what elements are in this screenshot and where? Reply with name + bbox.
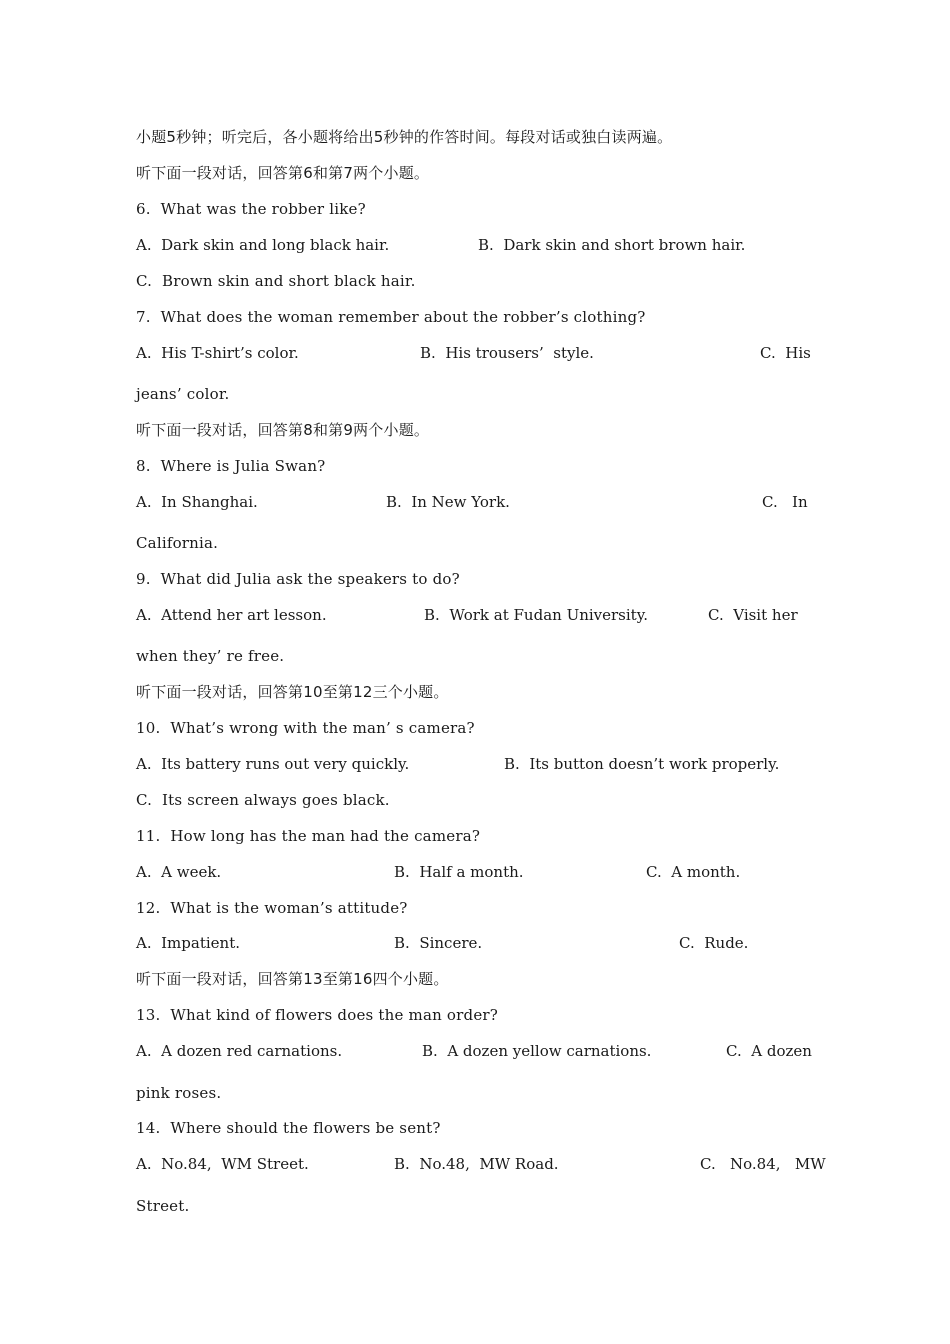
question-6-option-c: C. Brown skin and short black hair. xyxy=(136,272,416,290)
question-9-options xyxy=(136,605,816,625)
option-a: A. No.84, WM Street. xyxy=(136,1155,309,1173)
option-a: A. Dark skin and long black hair. xyxy=(136,236,390,254)
question-12-options xyxy=(136,933,816,953)
section-heading-8-9: 听下面一段对话，回答第8和第9两个小题。 xyxy=(136,421,430,439)
option-a: A. In Shanghai. xyxy=(136,493,258,511)
option-b: B. A dozen yellow carnations. xyxy=(422,1042,652,1060)
question-12-stem: 12. What is the woman’s attitude? xyxy=(136,899,408,917)
option-b: B. No.48, MW Road. xyxy=(394,1155,559,1173)
question-9-stem: 9. What did Julia ask the speakers to do? xyxy=(136,570,460,588)
option-a: A. His T-shirt’s color. xyxy=(136,344,299,362)
question-11-stem: 11. How long has the man had the camera? xyxy=(136,827,481,845)
question-7-option-c-cont: jeans’ color. xyxy=(136,385,230,403)
instructions-line: 小题5秒钟；听完后，各小题将给出5秒钟的作答时间。每段对话或独白读两遍。 xyxy=(136,128,673,146)
question-9-option-c-cont: when they’ re free. xyxy=(136,647,285,665)
question-7-stem: 7. What does the woman remember about the robber’s clothing? xyxy=(136,308,646,326)
section-heading-13-16: 听下面一段对话，回答第13至第16四个小题。 xyxy=(136,970,449,988)
question-6-stem: 6. What was the robber like? xyxy=(136,200,366,218)
option-b: B. Work at Fudan University. xyxy=(424,606,648,624)
question-8-options xyxy=(136,492,816,512)
option-c: C. A month. xyxy=(646,863,741,881)
option-b: B. Sincere. xyxy=(394,934,483,952)
question-14-options xyxy=(136,1154,826,1174)
option-b: B. In New York. xyxy=(386,493,510,511)
question-10-option-c: C. Its screen always goes black. xyxy=(136,791,390,809)
question-6-options xyxy=(136,235,816,255)
option-a: A. Its battery runs out very quickly. xyxy=(136,755,410,773)
option-c: C. Visit her xyxy=(708,606,798,624)
option-b: B. Dark skin and short brown hair. xyxy=(478,236,746,254)
section-heading-6-7: 听下面一段对话，回答第6和第7两个小题。 xyxy=(136,164,430,182)
option-c: C. No.84, MW xyxy=(700,1155,826,1173)
question-10-options xyxy=(136,754,816,774)
option-b: B. His trousers’ style. xyxy=(420,344,594,362)
question-14-option-c-cont: Street. xyxy=(136,1197,190,1215)
question-13-stem: 13. What kind of flowers does the man order? xyxy=(136,1006,499,1024)
option-a: A. A week. xyxy=(136,863,222,881)
option-a: A. Impatient. xyxy=(136,934,240,952)
question-11-options xyxy=(136,862,816,882)
question-14-stem: 14. Where should the flowers be sent? xyxy=(136,1119,441,1137)
question-8-option-c-cont: California. xyxy=(136,534,219,552)
question-13-option-c-cont: pink roses. xyxy=(136,1084,222,1102)
question-10-stem: 10. What’s wrong with the man’ s camera? xyxy=(136,719,475,737)
question-7-options xyxy=(136,343,816,363)
option-b: B. Half a month. xyxy=(394,863,524,881)
option-c: C. Rude. xyxy=(679,934,749,952)
option-c: C. In xyxy=(762,493,808,511)
question-8-stem: 8. Where is Julia Swan? xyxy=(136,457,326,475)
option-c: C. A dozen xyxy=(726,1042,812,1060)
option-a: A. Attend her art lesson. xyxy=(136,606,327,624)
section-heading-10-12: 听下面一段对话，回答第10至第12三个小题。 xyxy=(136,683,449,701)
option-b: B. Its button doesn’t work properly. xyxy=(504,755,780,773)
option-c: C. His xyxy=(760,344,811,362)
option-a: A. A dozen red carnations. xyxy=(136,1042,343,1060)
question-13-options xyxy=(136,1041,816,1061)
